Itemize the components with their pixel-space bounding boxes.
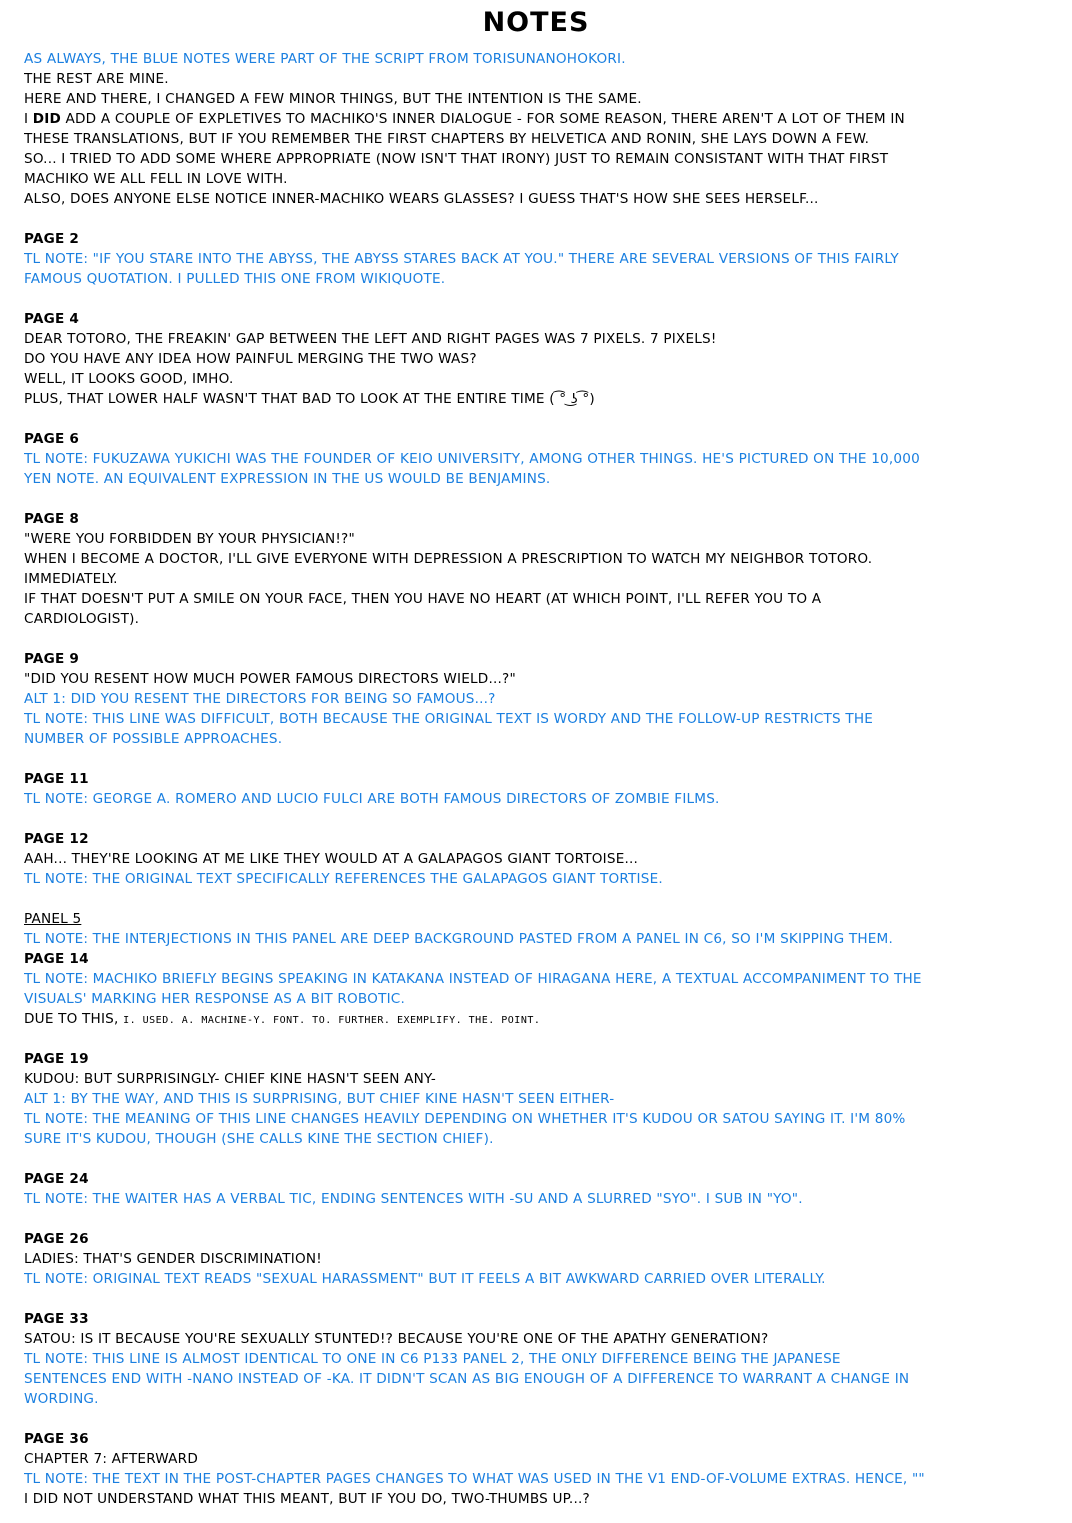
note-line: SATOU: IS IT BECAUSE YOU'RE SEXUALLY STUNTED!? BECAUSE YOU'RE ONE OF THE APATHY GENERATION? <box>24 1331 769 1347</box>
due-prefix: DUE TO THIS, <box>24 1011 119 1027</box>
note-line: AAH... THEY'RE LOOKING AT ME LIKE THEY WOULD AT A GALAPAGOS GIANT TORTOISE... <box>24 851 639 867</box>
spacer <box>24 409 1048 429</box>
section-heading-page-36: PAGE 36 <box>24 1431 89 1447</box>
section-heading-page-14: PAGE 14 <box>24 951 89 967</box>
tl-note-line: TL NOTE: MACHIKO BRIEFLY BEGINS SPEAKING IN KATAKANA INSTEAD OF HIRAGANA HERE, A TEXTUAL ACCOMPANIMENT TO THE <box>24 971 922 987</box>
spacer <box>24 489 1048 509</box>
note-line: IF THAT DOESN'T PUT A SMILE ON YOUR FACE, THEN YOU HAVE NO HEART (AT WHICH POINT, I'LL REFER YOU TO A <box>24 591 822 607</box>
section-heading-page-26: PAGE 26 <box>24 1231 89 1247</box>
tl-note-line: YEN NOTE. AN EQUIVALENT EXPRESSION IN THE US WOULD BE BENJAMINS. <box>24 471 551 487</box>
note-line: DEAR TOTORO, THE FREAKIN' GAP BETWEEN THE LEFT AND RIGHT PAGES WAS 7 PIXELS. 7 PIXELS! <box>24 331 717 347</box>
panel-heading <box>24 909 1048 929</box>
page-title: NOTES <box>482 7 590 38</box>
note-line: PLUS, THAT LOWER HALF WASN'T THAT BAD TO LOOK AT THE ENTIRE TIME ( ͡° ͜ʖ ͡°) <box>24 391 595 407</box>
section-heading-page-8: PAGE 8 <box>24 511 80 527</box>
note-line: I DID NOT UNDERSTAND WHAT THIS MEANT, BUT IF YOU DO, TWO-THUMBS UP...? <box>24 1491 590 1507</box>
tl-note-line: TL NOTE: THE TEXT IN THE POST-CHAPTER PAGES CHANGES TO WHAT WAS USED IN THE V1 END-OF-VOLUME EXTRAS. HENCE, "" <box>24 1471 925 1487</box>
tl-note-line: TL NOTE: GEORGE A. ROMERO AND LUCIO FULCI ARE BOTH FAMOUS DIRECTORS OF ZOMBIE FILMS. <box>24 791 720 807</box>
section-heading-page-9: PAGE 9 <box>24 651 80 667</box>
tl-note-line: WORDING. <box>24 1391 99 1407</box>
intro-emphasis: DID <box>32 111 61 127</box>
note-line: CHAPTER 7: AFTERWARD <box>24 1451 198 1467</box>
intro-line: ALSO, DOES ANYONE ELSE NOTICE INNER-MACHIKO WEARS GLASSES? I GUESS THAT'S HOW SHE SEES HERSELF... <box>24 191 819 207</box>
tl-note-line: TL NOTE: THE INTERJECTIONS IN THIS PANEL ARE DEEP BACKGROUND PASTED FROM A PANEL IN C6, SO I'M SKIPPING THEM. <box>24 931 894 947</box>
intro-line-text: ADD A COUPLE OF EXPLETIVES TO MACHIKO'S INNER DIALOGUE - FOR SOME REASON, THERE AREN'T A LOT OF THEM IN <box>65 111 905 127</box>
section-heading-page-11: PAGE 11 <box>24 771 89 787</box>
tl-note-line: ALT 1: DID YOU RESENT THE DIRECTORS FOR BEING SO FAMOUS...? <box>24 691 496 707</box>
tl-note-line: SENTENCES END WITH -NANO INSTEAD OF -KA. IT DIDN'T SCAN AS BIG ENOUGH OF A DIFFERENCE TO WARRANT A CHANGE IN <box>24 1371 910 1387</box>
tl-note-line: SURE IT'S KUDOU, THOUGH (SHE CALLS KINE THE SECTION CHIEF). <box>24 1131 494 1147</box>
note-line: DO YOU HAVE ANY IDEA HOW PAINFUL MERGING THE TWO WAS? <box>24 351 477 367</box>
tl-note-line: NUMBER OF POSSIBLE APPROACHES. <box>24 731 283 747</box>
tl-note-line: TL NOTE: THIS LINE WAS DIFFICULT, BOTH BECAUSE THE ORIGINAL TEXT IS WORDY AND THE FOLLOW-UP RESTRICTS THE <box>24 711 874 727</box>
note-line: WHEN I BECOME A DOCTOR, I'LL GIVE EVERYONE WITH DEPRESSION A PRESCRIPTION TO WATCH MY NEIGHBOR TOTORO. <box>24 551 873 567</box>
section-heading-page-24: PAGE 24 <box>24 1171 89 1187</box>
spacer <box>24 1409 1048 1429</box>
spacer <box>24 1209 1048 1229</box>
intro-line: HERE AND THERE, I CHANGED A FEW MINOR THINGS, BUT THE INTENTION IS THE SAME. <box>24 91 642 107</box>
tl-note-line: TL NOTE: THE MEANING OF THIS LINE CHANGES HEAVILY DEPENDING ON WHETHER IT'S KUDOU OR SATOU SAYING IT. I'M 80% <box>24 1111 906 1127</box>
tl-note-line: TL NOTE: "IF YOU STARE INTO THE ABYSS, THE ABYSS STARES BACK AT YOU." THERE ARE SEVERAL VERSIONS OF THIS FAIRLY <box>24 251 899 267</box>
panel-heading-text: PANEL 5 <box>24 911 82 927</box>
note-line: "WERE YOU FORBIDDEN BY YOUR PHYSICIAN!?" <box>24 531 355 547</box>
intro-line: AS ALWAYS, THE BLUE NOTES WERE PART OF THE SCRIPT FROM TORISUNANOHOKORI. <box>24 51 626 67</box>
section-heading-page-12: PAGE 12 <box>24 831 89 847</box>
tl-note-line: ALT 1: BY THE WAY, AND THIS IS SURPRISING, BUT CHIEF KINE HASN'T SEEN EITHER- <box>24 1091 615 1107</box>
tl-note-line: FAMOUS QUOTATION. I PULLED THIS ONE FROM WIKIQUOTE. <box>24 271 446 287</box>
intro-line: THESE TRANSLATIONS, BUT IF YOU REMEMBER THE FIRST CHAPTERS BY HELVETICA AND RONIN, SHE LAYS DOWN A FEW. <box>24 131 870 147</box>
spacer <box>24 749 1048 769</box>
spacer <box>24 1149 1048 1169</box>
intro-prefix: I <box>24 111 29 127</box>
section-heading-page-4: PAGE 4 <box>24 311 80 327</box>
section-heading-page-2: PAGE 2 <box>24 231 80 247</box>
tl-note-line: TL NOTE: THE WAITER HAS A VERBAL TIC, ENDING SENTENCES WITH -SU AND A SLURRED "SYO". I SUB IN "YO". <box>24 1191 803 1207</box>
intro-line: MACHIKO WE ALL FELL IN LOVE WITH. <box>24 171 288 187</box>
machine-font-text: I. USED. A. MACHINE-Y. FONT. TO. FURTHER. EXEMPLIFY. THE. POINT. <box>123 1015 541 1026</box>
note-line: LADIES: THAT'S GENDER DISCRIMINATION! <box>24 1251 322 1267</box>
tl-note-line: TL NOTE: ORIGINAL TEXT READS "SEXUAL HARASSMENT" BUT IT FEELS A BIT AWKWARD CARRIED OVER LITERALLY. <box>24 1271 826 1287</box>
note-line: "DID YOU RESENT HOW MUCH POWER FAMOUS DIRECTORS WIELD...?" <box>24 671 516 687</box>
tl-note-line: TL NOTE: FUKUZAWA YUKICHI WAS THE FOUNDER OF KEIO UNIVERSITY, AMONG OTHER THINGS. HE'S PICTURED ON THE 10,000 <box>24 451 920 467</box>
intro-line: SO... I TRIED TO ADD SOME WHERE APPROPRIATE (NOW ISN'T THAT IRONY) JUST TO REMAIN CONSISTANT WITH THAT FIRST <box>24 151 889 167</box>
note-line: WELL, IT LOOKS GOOD, IMHO. <box>24 371 234 387</box>
spacer <box>24 809 1048 829</box>
intro-line: THE REST ARE MINE. <box>24 71 169 87</box>
spacer <box>24 209 1048 229</box>
spacer <box>24 889 1048 909</box>
spacer <box>24 1289 1048 1309</box>
section-heading-page-19: PAGE 19 <box>24 1051 89 1067</box>
tl-note-line: TL NOTE: THIS LINE IS ALMOST IDENTICAL TO ONE IN C6 P133 PANEL 2, THE ONLY DIFFERENCE BEING THE JAPANESE <box>24 1351 841 1367</box>
note-line: KUDOU: BUT SURPRISINGLY- CHIEF KINE HASN'T SEEN ANY- <box>24 1071 437 1087</box>
spacer <box>24 289 1048 309</box>
section-heading-page-6: PAGE 6 <box>24 431 80 447</box>
note-line: IMMEDIATELY. <box>24 571 118 587</box>
note-line <box>24 1009 1048 1029</box>
tl-note-line: VISUALS' MARKING HER RESPONSE AS A BIT ROBOTIC. <box>24 991 405 1007</box>
spacer <box>24 629 1048 649</box>
note-line: CARDIOLOGIST). <box>24 611 140 627</box>
spacer <box>24 1029 1048 1049</box>
intro-line <box>24 109 1048 129</box>
section-heading-page-33: PAGE 33 <box>24 1311 89 1327</box>
tl-note-line: TL NOTE: THE ORIGINAL TEXT SPECIFICALLY REFERENCES THE GALAPAGOS GIANT TORTISE. <box>24 871 663 887</box>
